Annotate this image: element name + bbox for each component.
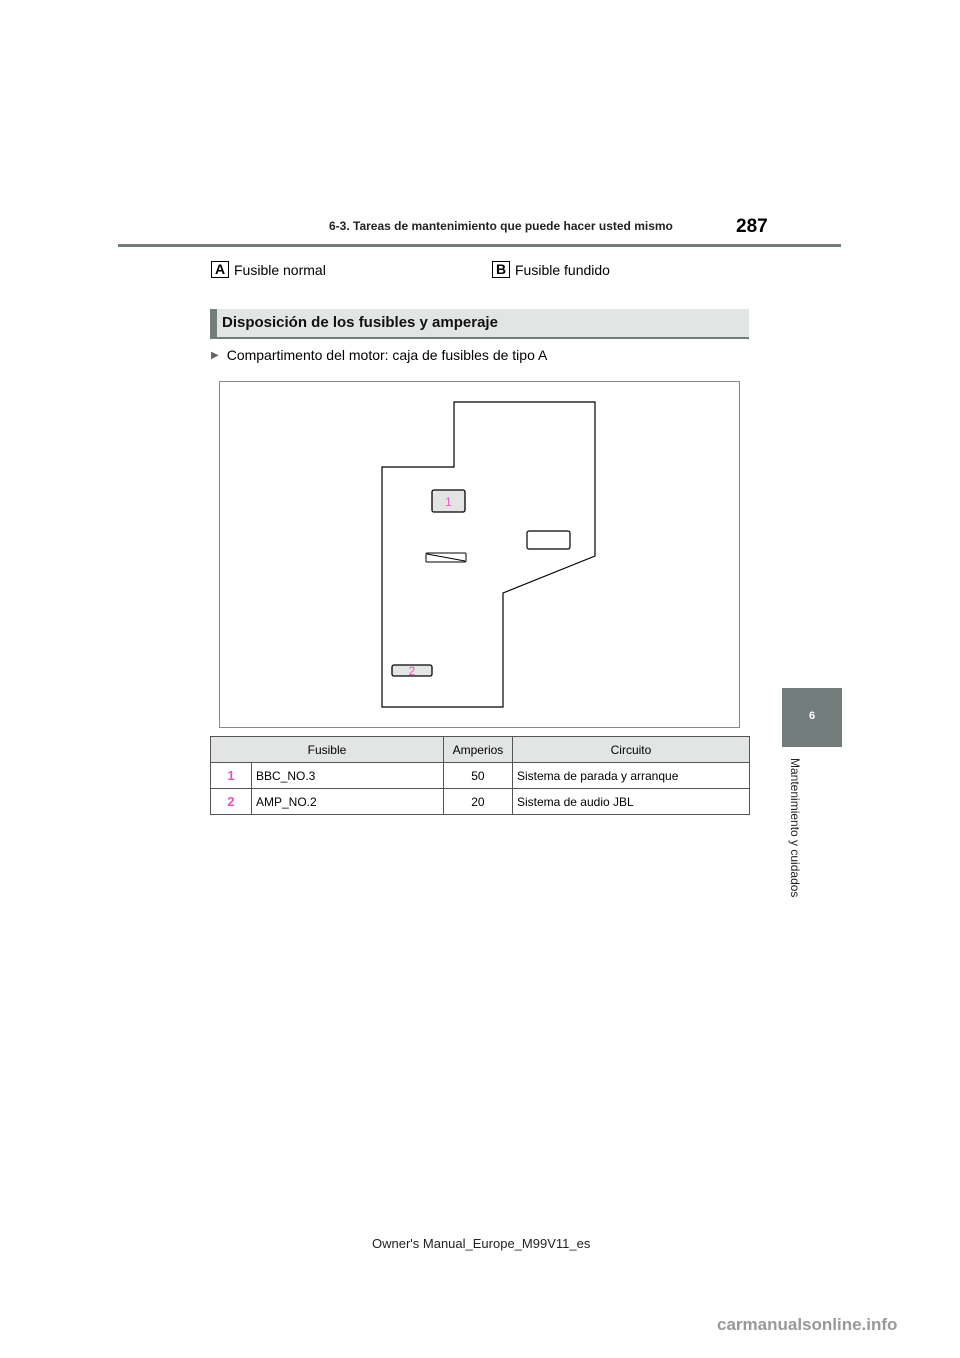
page-number: 287 bbox=[736, 216, 768, 237]
fuse-number: 2 bbox=[211, 789, 252, 815]
legend-a-label: Fusible normal bbox=[234, 261, 326, 278]
header-divider bbox=[118, 244, 841, 247]
fuse-table bbox=[210, 736, 750, 815]
fuse-amps: 50 bbox=[443, 763, 512, 789]
fuse-box-drawing bbox=[220, 382, 739, 727]
watermark: carmanualsonline.info bbox=[717, 1315, 898, 1334]
fuse-box-outline bbox=[382, 402, 595, 707]
legend-normal-fuse bbox=[211, 261, 326, 278]
table-header-row bbox=[211, 737, 750, 763]
fuse-amps: 20 bbox=[443, 789, 512, 815]
col-header-circuit: Circuito bbox=[512, 737, 749, 763]
section-title: Disposición de los fusibles y amperaje bbox=[222, 314, 498, 331]
footer-manual-id: Owner's Manual_Europe_M99V11_es bbox=[372, 1236, 591, 1251]
legend-b-label: Fusible fundido bbox=[515, 261, 610, 278]
table-row bbox=[211, 789, 750, 815]
fuse-circuit: Sistema de audio JBL bbox=[512, 789, 749, 815]
legend-blown-fuse bbox=[492, 261, 610, 278]
legend-a-box: A bbox=[211, 261, 229, 278]
legend-b-box: B bbox=[492, 261, 510, 278]
bullet-item bbox=[211, 347, 547, 363]
chapter-label: Mantenimiento y cuidados bbox=[788, 758, 802, 898]
fuse-name: BBC_NO.3 bbox=[252, 763, 444, 789]
chapter-tab bbox=[782, 688, 842, 747]
fuse-box-diagram bbox=[219, 381, 740, 728]
section-heading-bar bbox=[210, 309, 749, 339]
col-header-amps: Amperios bbox=[443, 737, 512, 763]
fuse-name: AMP_NO.2 bbox=[252, 789, 444, 815]
relay-slot bbox=[527, 531, 570, 549]
table-row bbox=[211, 763, 750, 789]
col-header-fuse: Fusible bbox=[211, 737, 444, 763]
section-heading-accent bbox=[210, 309, 217, 337]
triangle-bullet-icon: ▶ bbox=[211, 349, 219, 361]
header-section-title: 6-3. Tareas de mantenimiento que puede hacer usted mismo bbox=[329, 219, 673, 233]
bullet-text: Compartimento del motor: caja de fusibles de tipo A bbox=[226, 347, 548, 363]
fuse-2-callout: 2 bbox=[408, 664, 416, 678]
chapter-number: 6 bbox=[808, 710, 816, 722]
fuse-number: 1 bbox=[211, 763, 252, 789]
fuse-circuit: Sistema de parada y arranque bbox=[512, 763, 749, 789]
fuse-1-callout: 1 bbox=[445, 495, 452, 509]
